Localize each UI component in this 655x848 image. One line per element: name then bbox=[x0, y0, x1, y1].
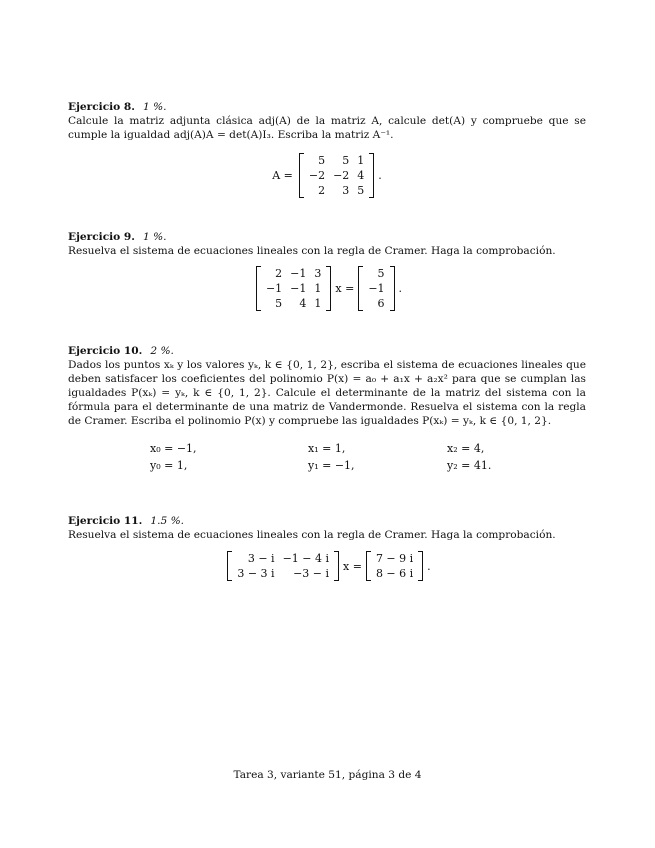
matrix-cell: 3 bbox=[314, 267, 322, 280]
exercise-9 bbox=[68, 230, 586, 310]
matrix-cell: −1 bbox=[290, 282, 307, 295]
exercise-percent: 1 %. bbox=[143, 101, 167, 113]
matrix-cell: −2 bbox=[308, 169, 326, 182]
coefficient-matrix bbox=[227, 551, 339, 581]
exercise-title: Ejercicio 11. bbox=[68, 515, 143, 527]
matrix-cell: −1 bbox=[265, 282, 283, 295]
matrix-cell: 5 bbox=[377, 267, 385, 280]
matrix-cell: −2 bbox=[333, 169, 350, 182]
equation-mid: x = bbox=[335, 282, 355, 295]
matrix-cell: −1 bbox=[368, 282, 385, 295]
matrix-cell: 1 bbox=[314, 297, 322, 310]
exercise-percent: 1 %. bbox=[143, 231, 167, 243]
equation bbox=[68, 266, 586, 311]
matrix-cell: 5 bbox=[318, 154, 326, 167]
y0-value: y₀ = 1, bbox=[150, 459, 188, 472]
matrix-cell: −3 − i bbox=[293, 567, 330, 580]
x0-value: x₀ = −1, bbox=[150, 442, 197, 455]
exercise-text: Resuelva el sistema de ecuaciones lineales con la regla de Cramer. Haga la comprobación. bbox=[68, 245, 556, 257]
matrix-cell: −1 − 4 i bbox=[282, 552, 330, 565]
matrix-cell: 1 bbox=[314, 282, 322, 295]
matrix-cell: 3 − 3 i bbox=[237, 567, 275, 580]
matrix-cell: 4 bbox=[299, 297, 307, 310]
matrix-cell: 5 bbox=[357, 184, 365, 197]
exercise-title: Ejercicio 8. bbox=[68, 101, 135, 113]
exercise-8 bbox=[68, 100, 586, 197]
equation-end: . bbox=[427, 559, 431, 573]
y1-value: y₁ = −1, bbox=[308, 459, 355, 472]
exercise-10 bbox=[68, 344, 586, 472]
matrix-cell: 2 bbox=[318, 184, 326, 197]
equation-end: . bbox=[378, 169, 382, 182]
equation bbox=[68, 153, 586, 198]
x2-value: x₂ = 4, bbox=[447, 442, 485, 455]
matrix-cell: 3 − i bbox=[247, 552, 275, 565]
exercise-11 bbox=[68, 514, 586, 580]
exercise-percent: 2 %. bbox=[150, 345, 174, 357]
equation bbox=[68, 551, 586, 581]
matrix-cell: 7 − 9 i bbox=[375, 552, 414, 565]
coefficient-matrix bbox=[299, 153, 374, 198]
equation-lhs: A = bbox=[272, 169, 293, 182]
matrix-cell: 4 bbox=[357, 169, 365, 182]
matrix-cell: 8 − 6 i bbox=[375, 567, 414, 580]
exercise-title: Ejercicio 9. bbox=[68, 231, 135, 243]
rhs-vector bbox=[366, 551, 423, 581]
exercise-text: Calcule la matriz adjunta clásica adj(A) de la matriz A, calcule det(A) y compruebe que se cumple la igualdad adj(A)A = det(A)I₃. Escriba la matriz A⁻¹. bbox=[68, 115, 586, 141]
page-footer: Tarea 3, variante 51, página 3 de 4 bbox=[233, 769, 422, 781]
equation-end: . bbox=[398, 282, 403, 295]
matrix-cell: −1 bbox=[290, 267, 307, 280]
x1-value: x₁ = 1, bbox=[308, 442, 346, 455]
exercise-text: Dados los puntos xₖ y los valores yₖ, k ∈ {0, 1, 2}, escriba el sistema de ecuaciones lineales que deben satisfacer los coeficientes del polinomio P(x) = a₀ + a₁x + a₂x² para que se cumplan las igualdades P(xₖ) = yₖ, k ∈ {0, 1, 2}. Calcule el determinante de la matriz del sistema con la fórmula para el determinante de una matriz de Vandermonde. Resuelva el sistema con la regla de Cramer. Escriba el polinomio P(x) y compruebe las igualdades P(xₖ) = yₖ, k ∈ {0, 1, 2}. bbox=[68, 359, 586, 427]
matrix-cell: 3 bbox=[342, 184, 350, 197]
coefficient-matrix bbox=[256, 266, 331, 311]
matrix-cell: 6 bbox=[377, 297, 385, 310]
matrix-cell: 5 bbox=[342, 154, 350, 167]
equation-mid: x = bbox=[343, 559, 362, 573]
matrix-cell: 2 bbox=[275, 267, 283, 280]
rhs-vector bbox=[358, 266, 394, 311]
exercise-title: Ejercicio 10. bbox=[68, 345, 143, 357]
matrix-cell: 1 bbox=[357, 154, 365, 167]
exercise-percent: 1.5 %. bbox=[150, 515, 185, 527]
y2-value: y₂ = 41. bbox=[447, 459, 492, 472]
exercise-text: Resuelva el sistema de ecuaciones lineales con la regla de Cramer. Haga la comprobación. bbox=[68, 529, 556, 541]
matrix-cell: 5 bbox=[275, 297, 283, 310]
